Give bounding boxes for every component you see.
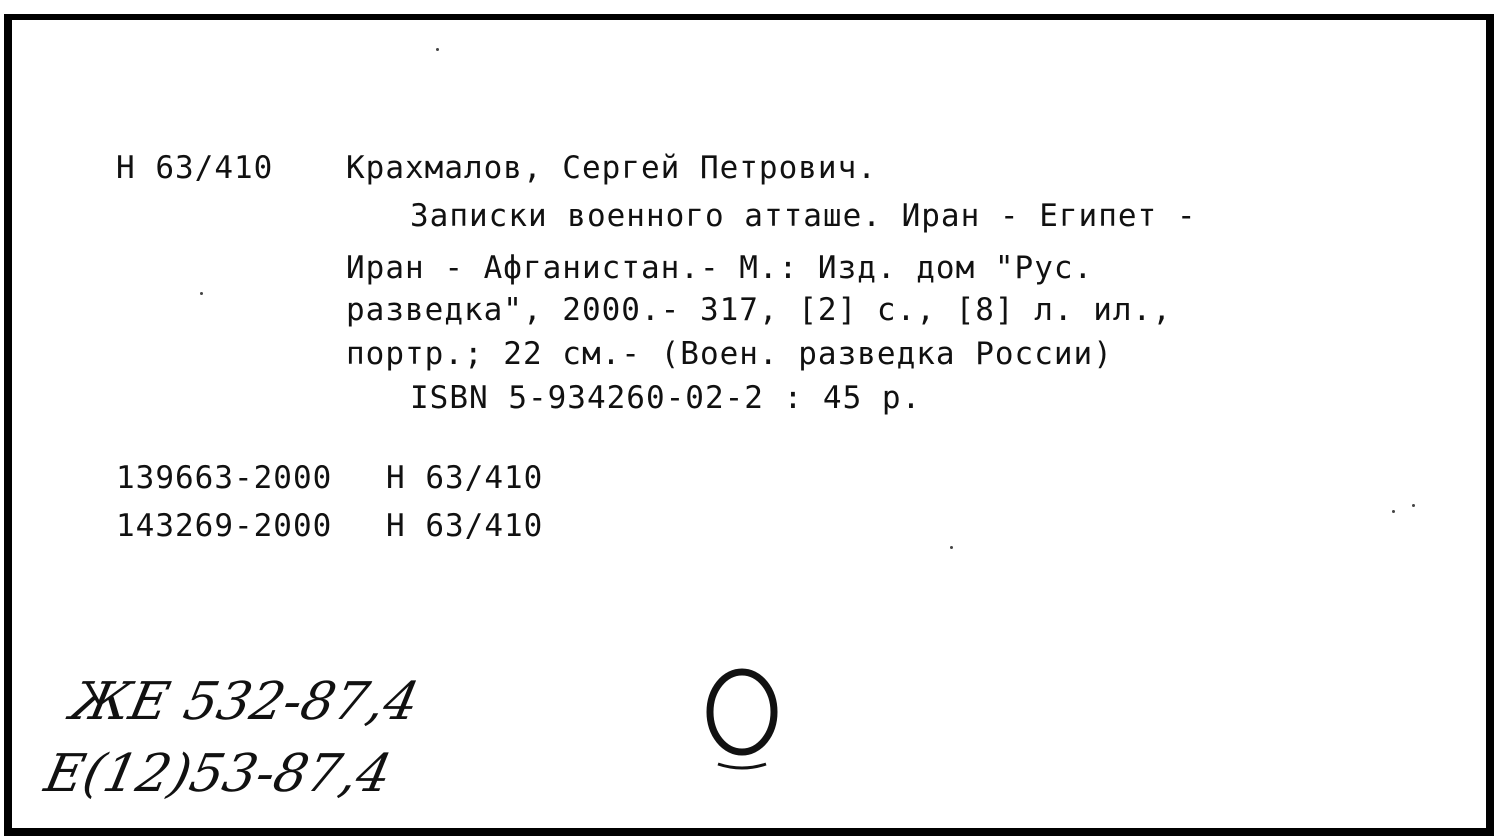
handwritten-note: Е(12)53-87,4: [39, 744, 397, 804]
catalog-card: [4, 14, 1494, 836]
author-heading: Крахмалов, Сергей Петрович.: [346, 150, 877, 186]
copy-shelfmark: Н 63/410: [386, 508, 544, 544]
description-line: Записки военного атташе. Иран - Египет -: [410, 198, 1197, 234]
handwritten-note: ЖЕ 532-87,4: [65, 672, 424, 732]
copy-inventory: 139663-2000: [116, 460, 333, 496]
speck: [1392, 510, 1395, 513]
copy-inventory: 143269-2000: [116, 508, 333, 544]
punch-hole-icon: [698, 660, 790, 780]
speck: [1412, 504, 1415, 507]
description-line: разведка", 2000.- 317, [2] с., [8] л. ил.,: [346, 292, 1172, 328]
copy-shelfmark: Н 63/410: [386, 460, 544, 496]
speck: [200, 292, 203, 295]
isbn-line: ISBN 5-934260-02-2 : 45 р.: [410, 380, 922, 416]
description-line: Иран - Афганистан.- М.: Изд. дом "Рус.: [346, 250, 1094, 286]
description-line: портр.; 22 см.- (Воен. разведка России): [346, 336, 1113, 372]
shelfmark: Н 63/410: [116, 150, 274, 186]
speck: [436, 48, 439, 51]
speck: [950, 546, 953, 549]
